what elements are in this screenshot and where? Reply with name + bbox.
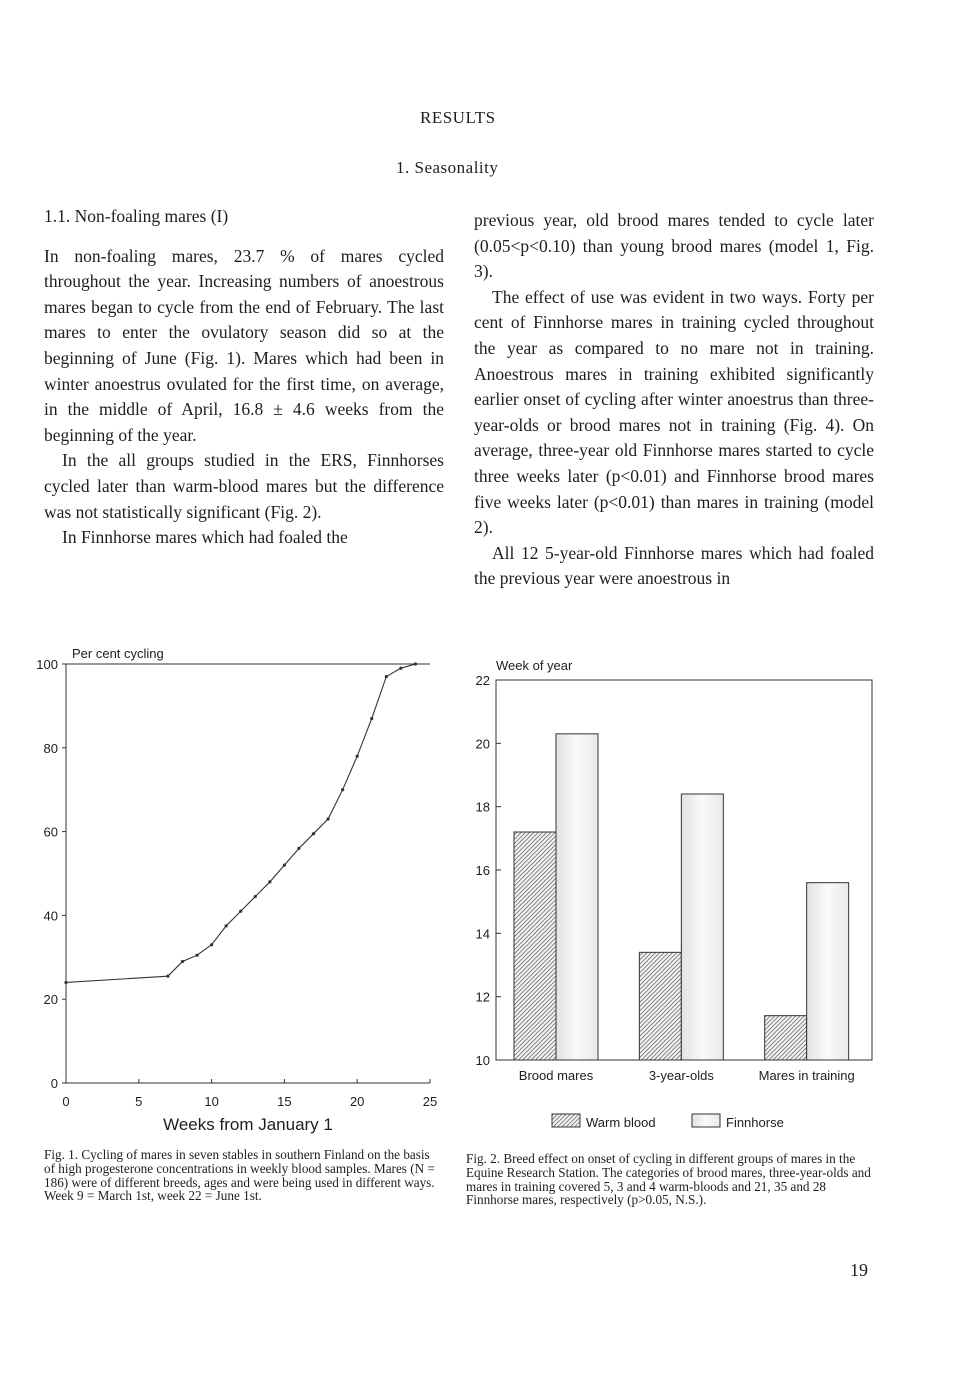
data-point [312,832,315,835]
data-point [166,975,169,978]
data-point [195,954,198,957]
paragraph: All 12 5-year-old Finnhorse mares which had foaled the previous year were anoestrous in [474,542,874,589]
bar [639,952,681,1060]
legend-swatch [692,1114,720,1127]
data-point [370,717,373,720]
y-tick-label: 16 [475,863,490,878]
data-point [414,662,417,665]
y-tick-label: 10 [475,1053,490,1068]
y-tick-label: 20 [475,736,490,752]
y-tick-label: 60 [43,824,58,840]
data-point [268,880,271,883]
data-point [64,981,67,984]
section-heading: RESULTS [420,108,496,127]
figure-2-caption: Fig. 2. Breed effect on onset of cycling in different groups of mares in the Equine Research Station. The categories of brood mares, three-year-olds and mares in training covered 5, 3 and 4 warm-bloods and 21, 35 and 28 Finnhorse mares, respectively (p>0.05, N.S.). [466,1151,871,1208]
x-tick-label: 5 [135,1094,143,1109]
figure-2-bar-chart [460,630,960,1150]
paragraph: In Finnhorse mares which had foaled the [62,527,348,548]
y-tick-label: 22 [475,673,490,688]
data-point [254,895,257,898]
y-tick-label: 0 [50,1076,58,1091]
subsection-heading: 1. Seasonality [396,158,499,177]
page-number: 19 [850,1260,868,1280]
x-axis-title: Weeks from January 1 [163,1115,333,1134]
paragraph: In non-foaling mares, 23.7 % of mares cycled throughout the year. Increasing numbers of anoestrous mares began to cycle from the end of February. The last mares to enter the ovulatory season did so at the beginning of June (Fig. 1). Mares which had been in winter anoestrus ovulated for the first time, on average, in the middle of April, 16.8 ± 4.6 weeks from the beginning of the year. [44,245,444,445]
data-point [225,924,228,927]
y-tick-label: 100 [36,657,58,672]
x-tick-label: 15 [277,1094,292,1109]
data-point [210,943,213,946]
legend-label: Warm blood [586,1115,656,1130]
y-axis-title: Per cent cycling [72,646,164,661]
legend-label: Finnhorse [726,1115,784,1130]
category-label: 3-year-olds [648,1068,714,1083]
data-point [239,910,242,913]
data-point [181,960,184,963]
y-tick-label: 14 [475,926,490,942]
data-point [356,755,359,758]
bar [556,734,598,1060]
bar [681,794,723,1060]
subheading: 1.1. Non-foaling mares (I) [44,206,229,226]
data-point [399,667,402,670]
data-point [385,675,388,678]
data-point [283,864,286,867]
paragraph: The effect of use was evident in two ways. Forty per cent of Finnhorse mares in training cycled throughout the year as compared to no mare not in training. Anoestrous mares in training exhibited significantly earlier onset of cycling after winter anoestrus than three-year-olds or brood mares not in training (Fig. 4). On average, three-year old Finnhorse mares started to cycle three weeks later (p<0.01) and Finnhorse brood mares five weeks later (p<0.01) than mares in training (model 2). [474,286,874,538]
bar [807,883,849,1060]
x-tick-label: 25 [422,1094,438,1109]
paragraph: previous year, old brood mares tended to cycle later (0.05<p<0.10) than young brood mares (model 1, Fig. 3). [474,210,874,282]
y-axis-title: Week of year [496,658,573,673]
paragraph: In the all groups studied in the ERS, Finnhorses cycled later than warm-blood mares but the difference was not statistically significant (Fig. 2). [44,450,444,522]
bar [514,832,556,1060]
data-point [326,817,329,820]
bar [765,1016,807,1060]
left-column [44,204,444,551]
x-tick-label: 20 [349,1094,365,1109]
y-tick-label: 12 [475,989,490,1005]
data-point [341,788,344,791]
x-tick-label: 10 [204,1094,219,1109]
x-tick-label: 0 [62,1094,70,1109]
figure-1-line-chart [0,630,470,1150]
right-column [474,208,874,592]
y-tick-label: 80 [43,740,58,756]
y-tick-label: 40 [43,908,58,924]
legend-swatch [552,1114,580,1127]
category-label: Mares in training [758,1068,855,1083]
data-point [297,847,300,850]
category-label: Brood mares [518,1068,594,1083]
y-tick-label: 20 [43,992,58,1008]
series-line [66,664,415,982]
figure-1-caption: Fig. 1. Cycling of mares in seven stables in southern Finland on the basis of high progesterone concentrations in weekly blood samples. Mares (N = 186) were of different breeds, ages and were being used in different ways. Week 9 = March 1st, week 22 = June 1st. [44,1147,435,1204]
y-tick-label: 18 [475,799,490,815]
